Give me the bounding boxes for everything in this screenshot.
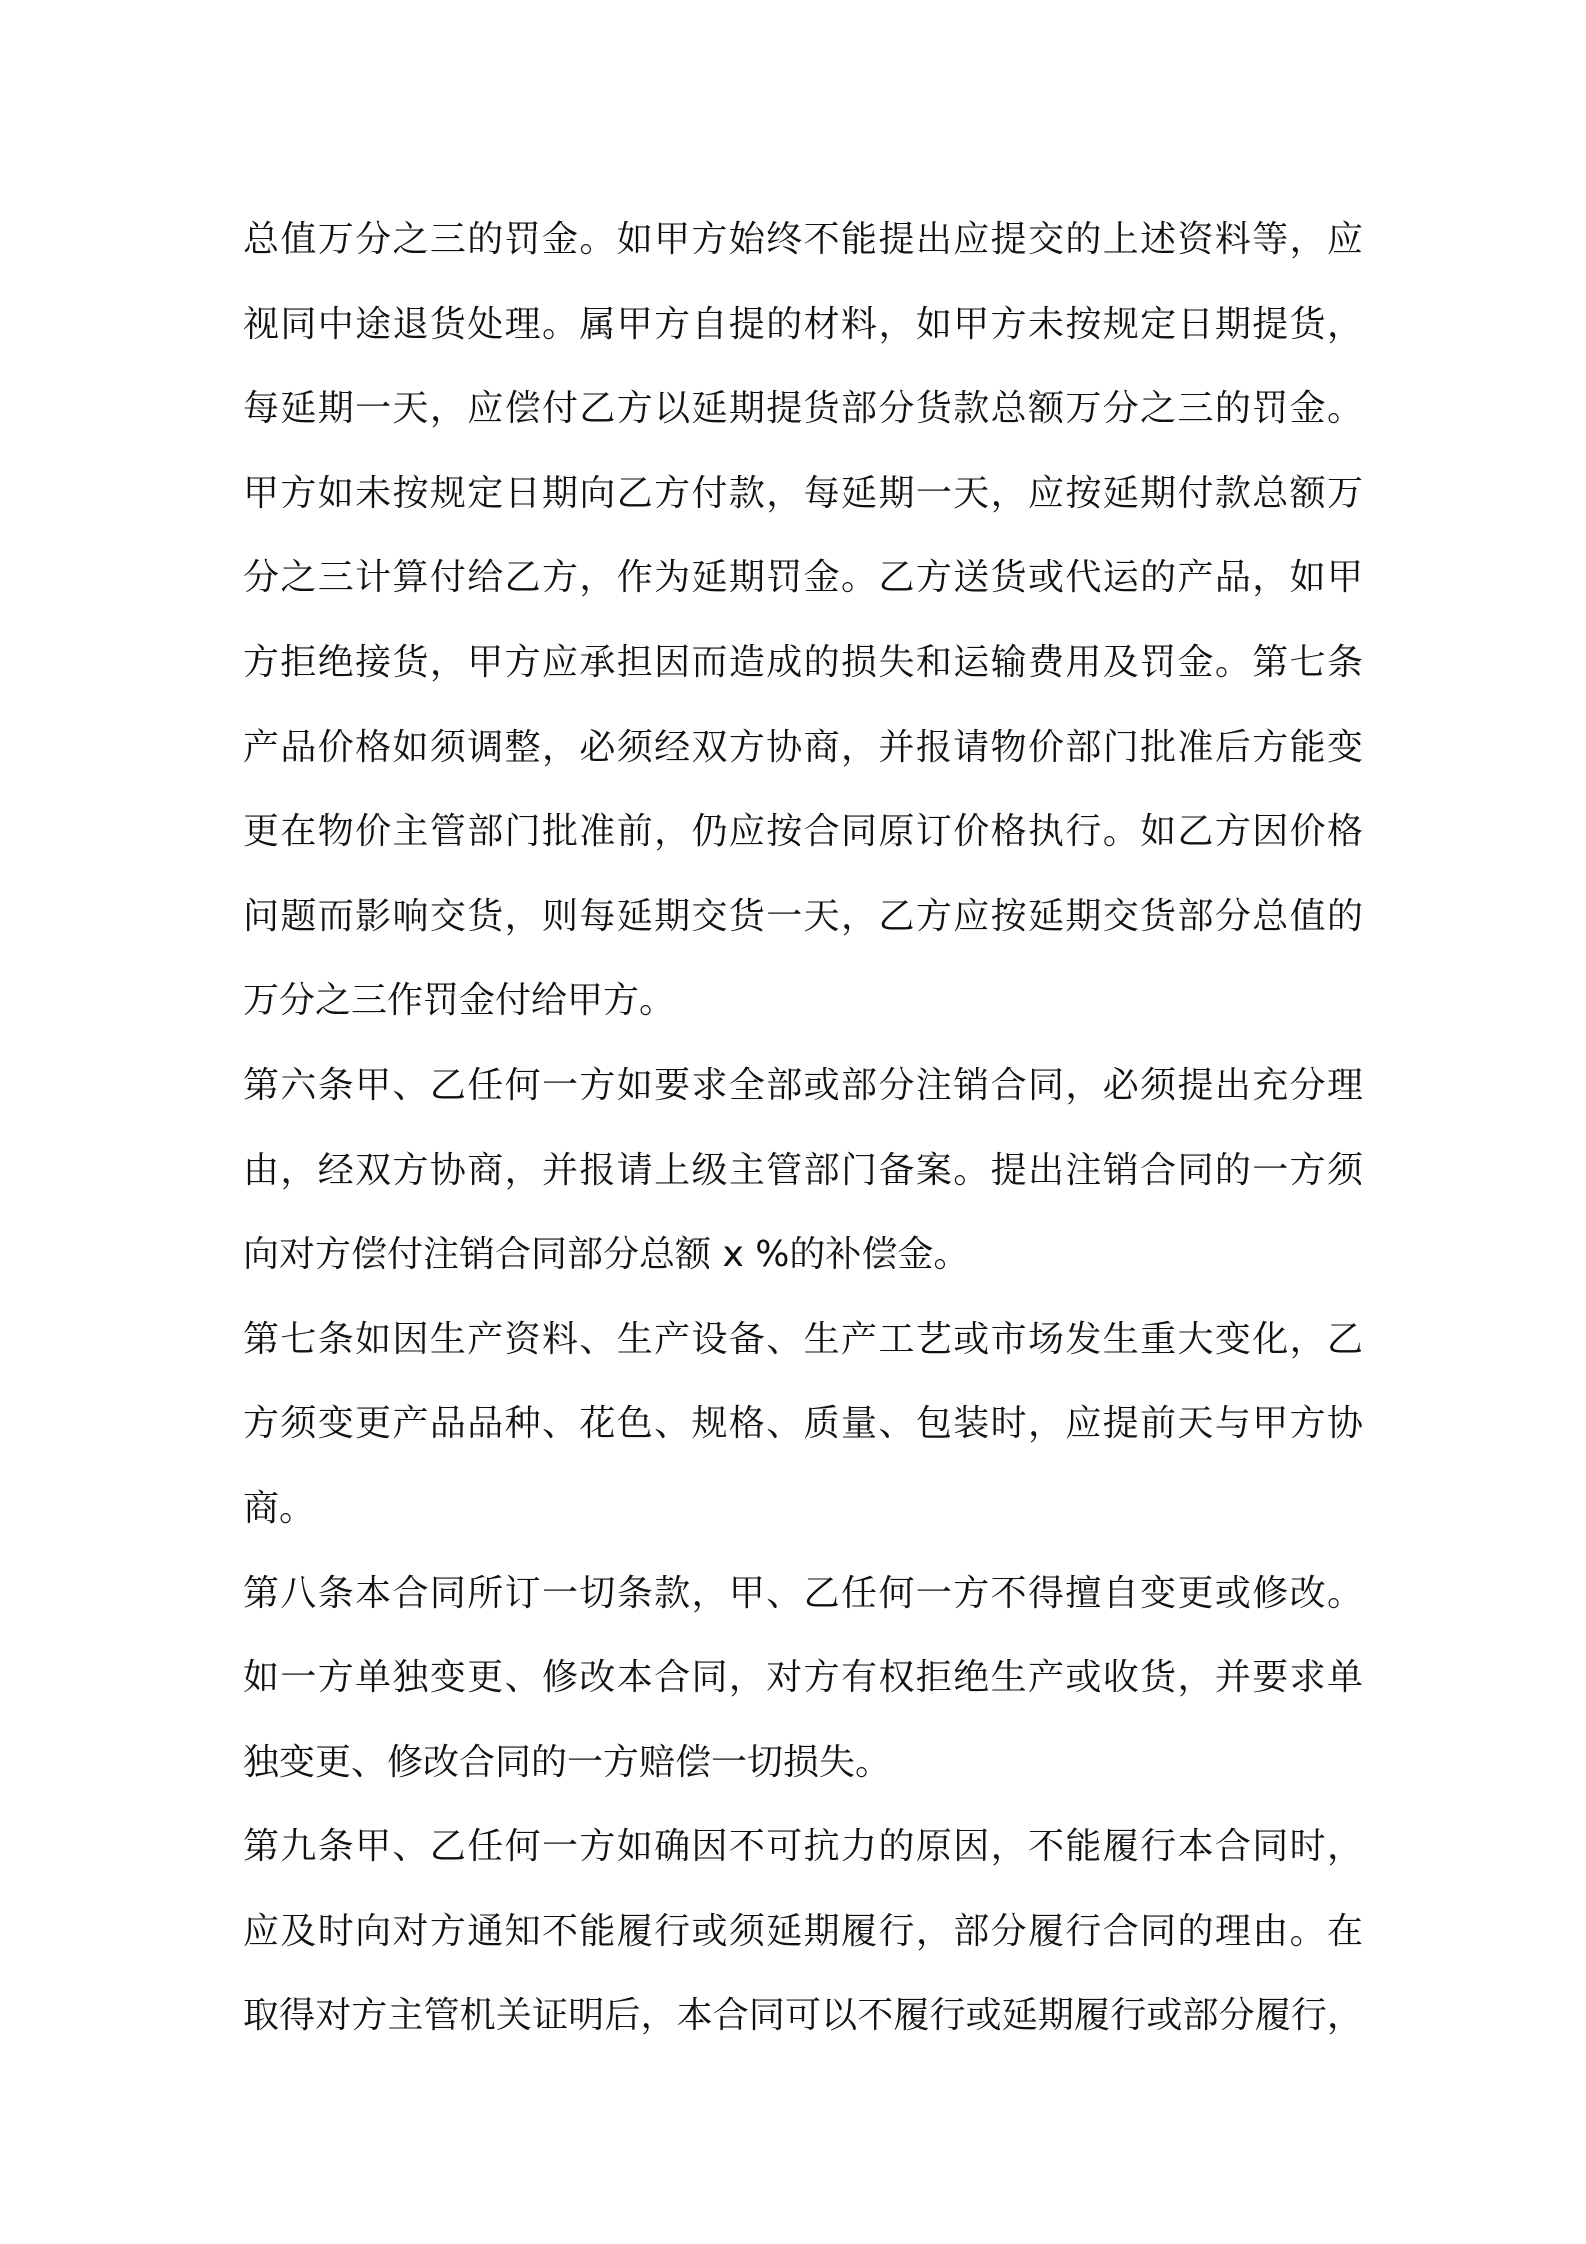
text-line: 如一方单独变更、修改本合同，对方有权拒绝生产或收货，并要求单 [243, 1657, 1363, 1699]
text-line: 问题而影响交货，则每延期交货一天，乙方应按延期交货部分总值的 [243, 895, 1363, 937]
text-line: 视同中途退货处理。属甲方自提的材料，如甲方未按规定日期提货， [243, 303, 1363, 345]
text-line: 甲方如未按规定日期向乙方付款，每延期一天，应按延期付款总额万 [243, 472, 1363, 514]
text-line: 产品价格如须调整，必须经双方协商，并报请物价部门批准后方能变 [243, 726, 1363, 768]
text-line: 第九条甲、乙任何一方如确因不可抗力的原因，不能履行本合同时， [243, 1826, 1363, 1868]
text-line: 独变更、修改合同的一方赔偿一切损失。 [243, 1741, 892, 1783]
text-line: 万分之三作罚金付给甲方。 [243, 980, 676, 1022]
text-line: 由，经双方协商，并报请上级主管部门备案。提出注销合同的一方须 [243, 1149, 1363, 1191]
text-line: 第七条如因生产资料、生产设备、生产工艺或市场发生重大变化，乙 [243, 1318, 1363, 1360]
text-line: 分之三计算付给乙方，作为延期罚金。乙方送货或代运的产品，如甲 [243, 557, 1363, 599]
document-body [243, 198, 1363, 2059]
text-line: 取得对方主管机关证明后，本合同可以不履行或延期履行或部分履行， [243, 1995, 1363, 2037]
text-line: 每延期一天，应偿付乙方以延期提货部分货款总额万分之三的罚金。 [243, 388, 1363, 430]
text-line: 应及时向对方通知不能履行或须延期履行，部分履行合同的理由。在 [243, 1910, 1363, 1952]
text-line: 方须变更产品品种、花色、规格、质量、包装时，应提前天与甲方协 [243, 1403, 1363, 1445]
text-line: 更在物价主管部门批准前，仍应按合同原订价格执行。如乙方因价格 [243, 811, 1363, 853]
text-line: 总值万分之三的罚金。如甲方始终不能提出应提交的上述资料等，应 [243, 219, 1363, 260]
text-line: 向对方偿付注销合同部分总额 x %的补偿金。 [243, 1234, 970, 1276]
text-line: 第八条本合同所订一切条款，甲、乙任何一方不得擅自变更或修改。 [243, 1572, 1363, 1614]
text-line: 第六条甲、乙任何一方如要求全部或部分注销合同，必须提出充分理 [243, 1064, 1363, 1106]
text-line: 方拒绝接货，甲方应承担因而造成的损失和运输费用及罚金。第七条 [243, 641, 1363, 683]
text-line: 商。 [243, 1487, 316, 1529]
